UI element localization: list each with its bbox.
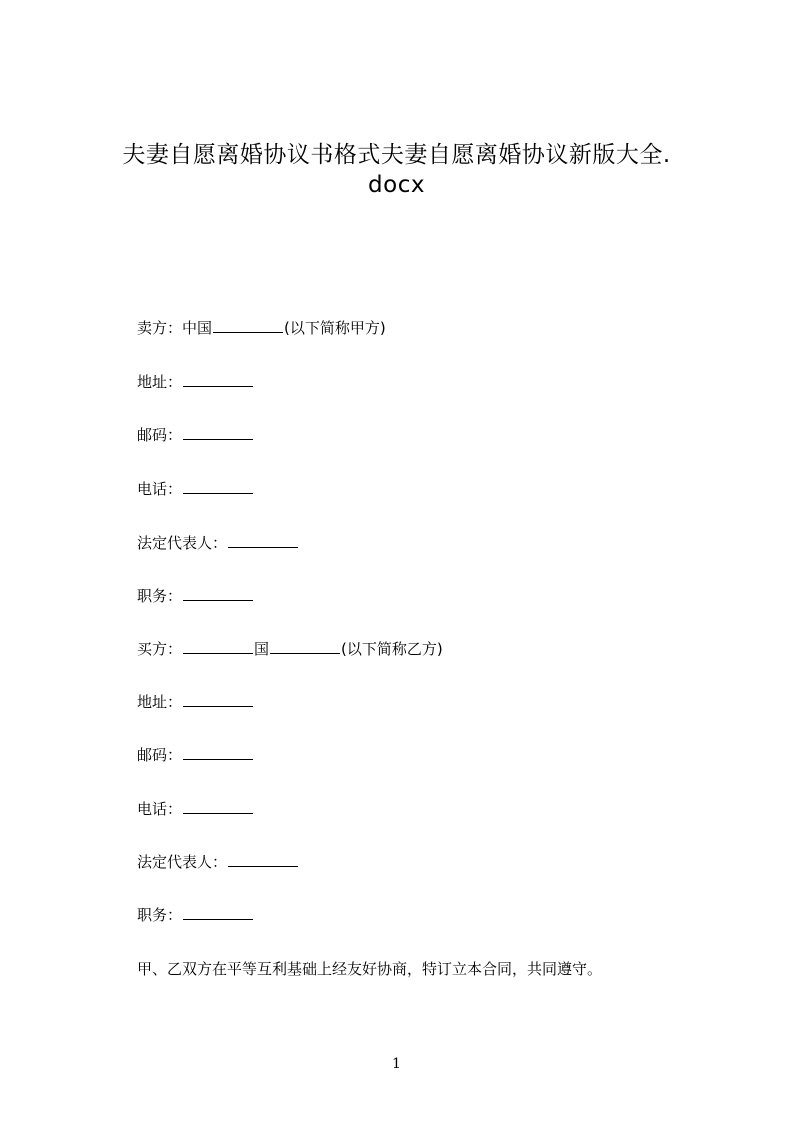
title-line-2: docx: [368, 172, 425, 198]
seller-suffix: (以下简称甲方): [284, 319, 386, 337]
seller-phone-blank: [183, 479, 253, 494]
buyer-address-label: 地址：: [137, 693, 183, 711]
buyer-address-line: [137, 692, 254, 712]
buyer-country: 国: [254, 640, 270, 658]
buyer-phone-line: [137, 799, 254, 819]
seller-address-blank: [183, 372, 253, 387]
seller-phone-line: [137, 479, 254, 499]
buyer-address-blank: [183, 692, 253, 707]
buyer-position-blank: [183, 905, 253, 920]
buyer-position-label: 职务：: [137, 906, 183, 924]
buyer-suffix: (以下简称乙方): [341, 640, 443, 658]
seller-country: 中国: [182, 319, 213, 337]
buyer-phone-blank: [183, 799, 253, 814]
title-line-1: 夫妻自愿离婚协议书格式夫妻自愿离婚协议新版大全.: [122, 142, 671, 168]
seller-phone-label: 电话：: [137, 480, 183, 498]
seller-postcode-blank: [183, 425, 253, 440]
seller-address-line: [137, 372, 254, 392]
buyer-line: [137, 639, 443, 659]
seller-position-blank: [183, 586, 253, 601]
page-number: 1: [392, 1056, 401, 1072]
buyer-country-blank: [183, 639, 253, 654]
seller-legal-rep-label: 法定代表人：: [137, 534, 228, 552]
seller-address-label: 地址：: [137, 373, 183, 391]
buyer-postcode-blank: [183, 745, 253, 760]
seller-line: [137, 318, 386, 338]
document-title: [60, 140, 733, 200]
seller-legal-rep-blank: [228, 533, 298, 548]
buyer-position-line: [137, 905, 254, 925]
seller-label: 卖方：: [137, 319, 183, 337]
buyer-postcode-label: 邮码：: [137, 746, 183, 764]
agreement-paragraph: 甲、乙双方在平等互利基础上经友好协商，特订立本合同，共同遵守。: [137, 960, 603, 978]
seller-postcode-label: 邮码：: [137, 426, 183, 444]
seller-legal-rep-line: [137, 533, 299, 553]
buyer-phone-label: 电话：: [137, 800, 183, 818]
seller-name-blank: [213, 318, 283, 333]
buyer-legal-rep-line: [137, 852, 299, 872]
buyer-name-blank: [270, 639, 340, 654]
buyer-postcode-line: [137, 745, 254, 765]
buyer-legal-rep-blank: [228, 852, 298, 867]
buyer-legal-rep-label: 法定代表人：: [137, 853, 228, 871]
buyer-label: 买方：: [137, 640, 183, 658]
seller-position-label: 职务：: [137, 587, 183, 605]
seller-position-line: [137, 586, 254, 606]
seller-postcode-line: [137, 425, 254, 445]
